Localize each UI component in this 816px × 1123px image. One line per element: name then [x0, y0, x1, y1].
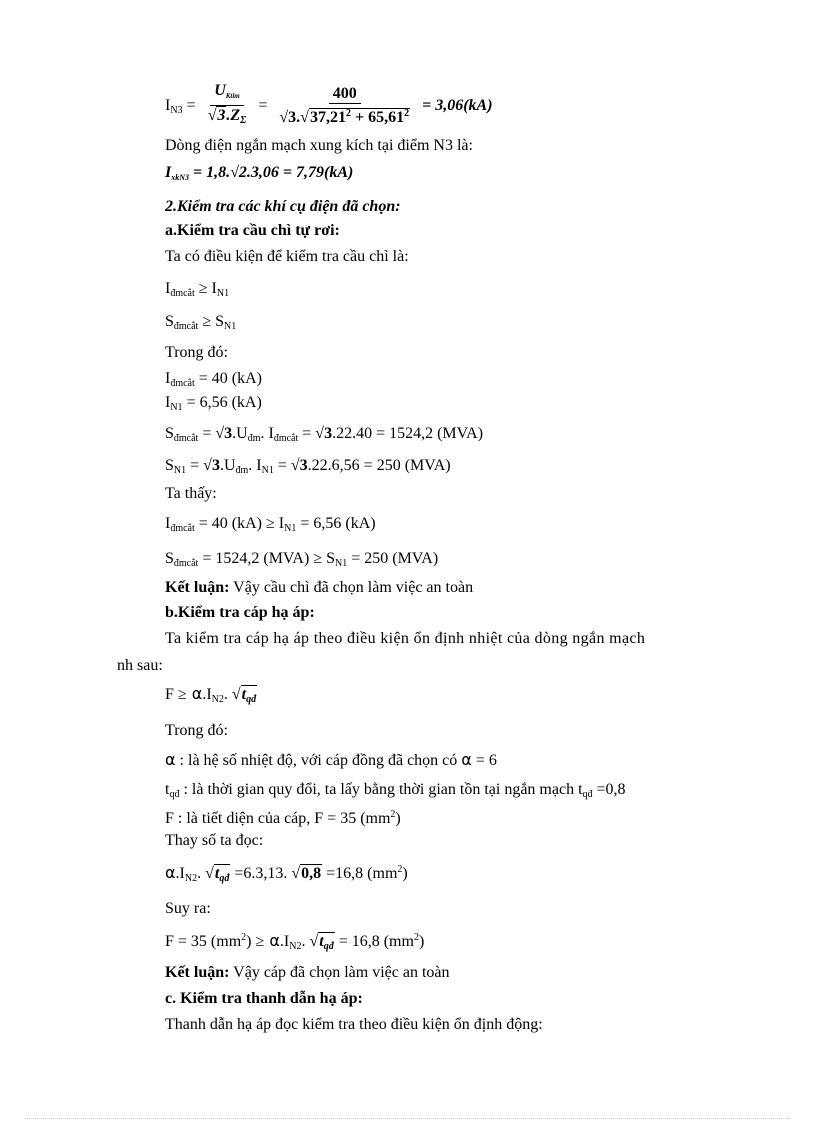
page-bottom-rule	[25, 1118, 790, 1119]
condition-i: $I_{đmcắt} \ge I_{N1}$	[165, 280, 230, 299]
subsection-heading: c. Kiểm tra thanh dẫn hạ áp:	[165, 990, 363, 1007]
section-heading: 2.Kiểm tra các khí cụ điện đã chọn:	[165, 198, 401, 215]
text-line: Suy ra:	[165, 900, 211, 917]
substitution: $\alpha.I_{N2}$. $√t_{qđ} =6.3,13$. √0,8 =16,8 $(mm^2)$	[165, 863, 408, 884]
text-line: Thay số ta đọc:	[165, 832, 264, 849]
text-line: Ta kiểm tra cáp hạ áp theo điều kiện ổn định nhiệt của dòng ngắn mạch	[165, 630, 646, 647]
compare-i: $I_{đmcắt} = 40$ $(kA) \ge I_{N1} = 6,56$ (kA)	[165, 515, 376, 534]
alpha-definition: α : là hệ số nhiệt độ, với cáp đồng đã chọn có α = 6	[165, 750, 497, 769]
formula-in3: $I_{N3}$ = $\frac{U_{Ktim}}{√3.Z_\Sigma}$ = $\frac{400}{√3.√37,21^2 + 65,61^2}$ = 3,06(kA)	[165, 82, 493, 131]
value-in1: $I_{N1} = 6,56$ (kA)	[165, 394, 262, 413]
text-line: Dòng điện ngắn mạch xung kích tại điểm N3 là:	[165, 137, 473, 154]
value-idm: $I_{đmcắt} = 40$ (kA)	[165, 370, 262, 389]
text-line: Ta thấy:	[165, 485, 217, 502]
condition-s: $S_{đmcắt} \ge S_{N1}$	[165, 313, 237, 332]
text-line: Ta có điều kiện để kiểm tra cầu chì là:	[165, 248, 409, 265]
fraction-u-over-z: $\frac{U_{Ktim}}{√3.Z_\Sigma}$	[207, 82, 247, 126]
value-sdm: $S_{đmcắt} = √3.U_{đm}$. $I_{đmcắt} = √3.22.40 = 1524,2$ (MVA)	[165, 425, 484, 444]
text-line: Thanh dẫn hạ áp đọc kiểm tra theo điều kiện ổn định động:	[165, 1016, 543, 1033]
text-line: Trong đó:	[165, 344, 228, 361]
compare-s: $S_{đmcắt} = 1524,2$ $(MVA) \ge S_{N1} = 250$ (MVA)	[165, 550, 439, 569]
tqd-definition: $t_{qđ}$ : là thời gian quy đổi, ta lấy bằng thời gian tồn tại ngắn mạch $t_{qđ} =0,8$	[165, 781, 626, 800]
fraction-400: $\frac{400}{√3.√37,21^2 + 65,61^2}$	[279, 85, 410, 126]
text-line: Trong đó:	[165, 722, 228, 739]
conclusion: Kết luận: Vậy cầu chì đã chọn làm việc an toàn	[165, 579, 474, 596]
formula-f-condition: $F \ge \alpha.I_{N2}$. $√t_{qđ}$	[165, 684, 257, 705]
conclusion: Kết luận: Vậy cáp đã chọn làm việc an toàn	[165, 964, 450, 981]
subsection-heading: b.Kiểm tra cáp hạ áp:	[165, 604, 315, 621]
result-f: F = 35 $(mm^2) \ge \alpha.I_{N2}$. $√t_{qđ} = 16,8$ $(mm^2)$	[165, 931, 425, 952]
text-line: nh sau:	[117, 657, 163, 674]
value-sn1: $S_{N1} = √3.U_{đm}$. $I_{N1} = √3.22.6,56 = 250$ (MVA)	[165, 457, 451, 476]
subsection-heading: a.Kiểm tra cầu chì tự rơi:	[165, 222, 340, 239]
f-definition: F : là tiết diện của cáp, F = 35 $(mm^2)$	[165, 809, 401, 827]
formula-ixk: $I_{xkN3} = 1,8.√2.3,06 = 7,79(kA)$	[165, 164, 354, 182]
